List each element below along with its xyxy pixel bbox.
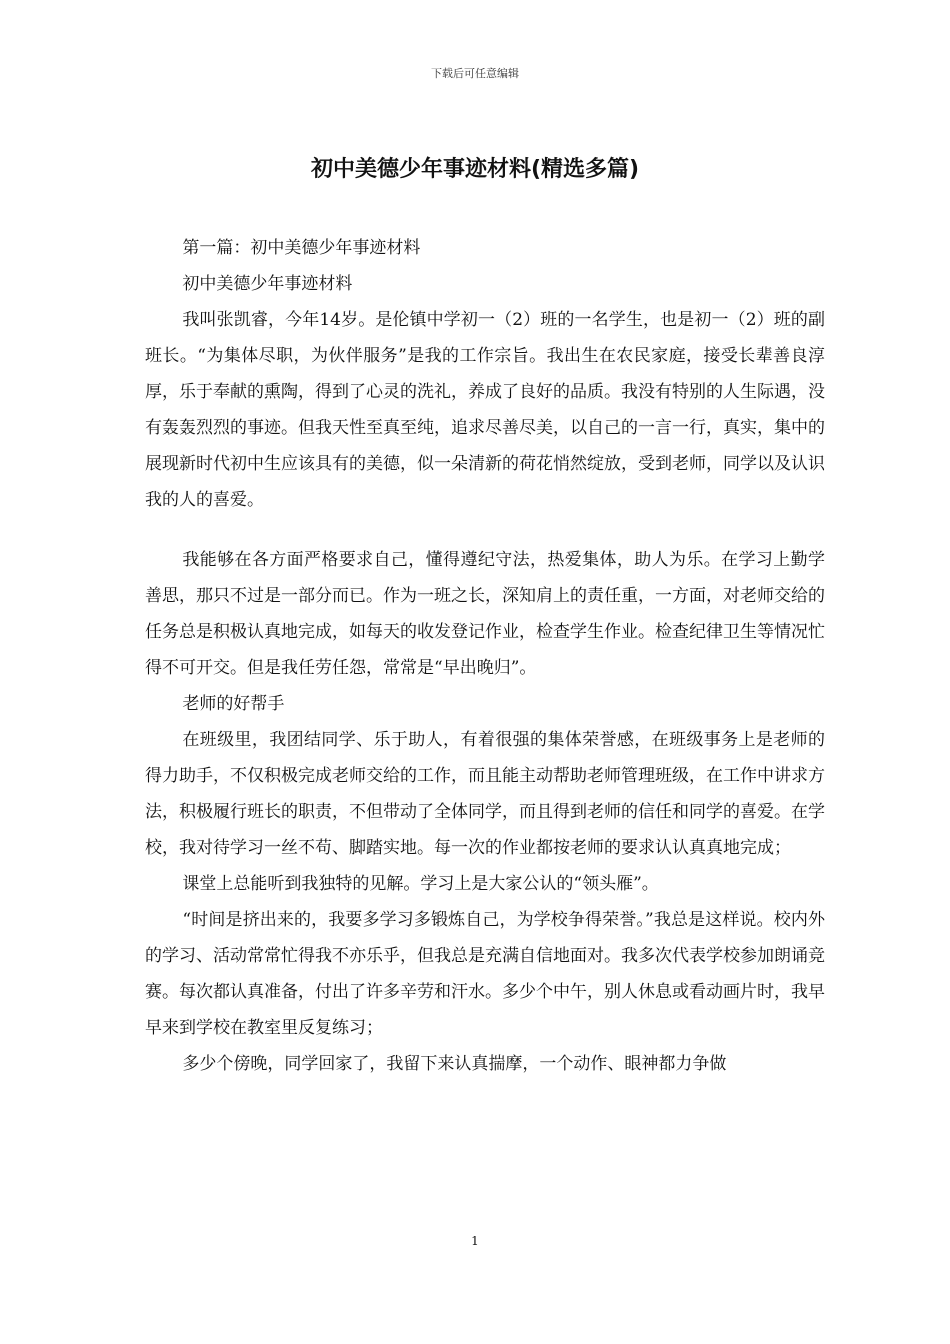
page-header-note: 下载后可任意编辑 xyxy=(431,67,519,80)
section-heading: 第一篇：初中美德少年事迹材料 xyxy=(182,238,421,258)
document-title: 初中美德少年事迹材料(精选多篇) xyxy=(310,157,640,182)
document-body xyxy=(145,230,825,1082)
body-paragraph: 多少个傍晚，同学回家了，我留下来认真揣摩，一个动作、眼神都力争做 xyxy=(182,1054,727,1074)
subsection-heading: 老师的好帮手 xyxy=(182,694,285,714)
body-paragraph: “时间是挤出来的，我要多学习多锻炼自己，为学校争得荣誉。”我总是这样说。校内外的学习、活动常常忙得我不亦乐乎，但我总是充满自信地面对。我多次代表学校参加朗诵竞赛。每次都认真准备，付出了许多辛劳和汗水。多少个中午，别人休息或看动画片时，我早早来到学校在教室里反复练习； xyxy=(145,910,825,1038)
body-paragraph: 我叫张凯睿，今年14岁。是伦镇中学初一（2）班的一名学生，也是初一（2）班的副班长。“为集体尽职，为伙伴服务”是我的工作宗旨。我出生在农民家庭，接受长辈善良淳厚，乐于奉献的熏陶，得到了心灵的洗礼，养成了良好的品质。我没有特别的人生际遇，没有轰轰烈烈的事迹。但我天性至真至纯，追求尽善尽美，以自己的一言一行，真实，集中的展现新时代初中生应该具有的美德，似一朵清新的荷花悄然绽放，受到老师，同学以及认识我的人的喜爱。 xyxy=(145,310,825,510)
body-paragraph: 我能够在各方面严格要求自己，懂得遵纪守法，热爱集体，助人为乐。在学习上勤学善思，那只不过是一部分而已。作为一班之长，深知肩上的责任重，一方面，对老师交给的任务总是积极认真地完成，如每天的收发登记作业，检查学生作业。检查纪律卫生等情况忙得不可开交。但是我任劳任怨，常常是“早出晚归”。 xyxy=(145,550,825,678)
page-number: 1 xyxy=(471,1234,479,1248)
subsection-heading: 初中美德少年事迹材料 xyxy=(182,274,353,294)
body-paragraph: 课堂上总能听到我独特的见解。学习上是大家公认的“领头雁”。 xyxy=(182,874,659,894)
body-paragraph: 在班级里，我团结同学、乐于助人，有着很强的集体荣誉感，在班级事务上是老师的得力助手，不仅积极完成老师交给的工作，而且能主动帮助老师管理班级，在工作中讲求方法，积极履行班长的职责，不但带动了全体同学，而且得到老师的信任和同学的喜爱。在学校，我对待学习一丝不苟、脚踏实地。每一次的作业都按老师的要求认认真真地完成； xyxy=(145,730,825,858)
